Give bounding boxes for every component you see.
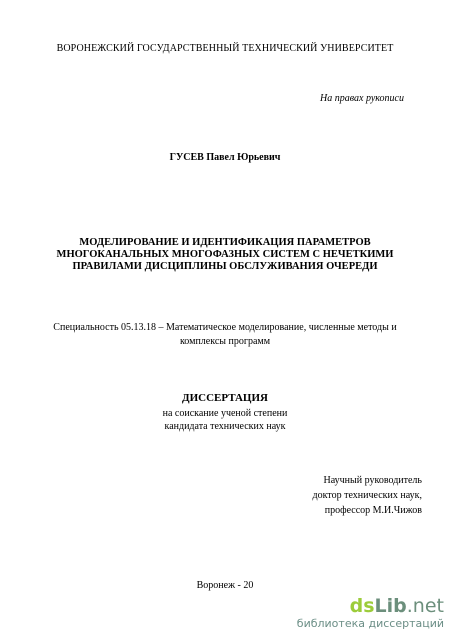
watermark-subtitle: библиотека диссертаций: [296, 617, 444, 630]
title-line: МНОГОКАНАЛЬНЫХ МНОГОФАЗНЫХ СИСТЕМ С НЕЧЕТКИМИ: [56, 249, 394, 260]
watermark-logo: [297, 596, 444, 617]
specialty-line: комплексы программ: [179, 336, 271, 347]
degree-line: кандидата технических наук: [164, 421, 286, 432]
supervisor-line: Научный руководитель: [323, 475, 422, 486]
university-name: ВОРОНЕЖСКИЙ ГОСУДАРСТВЕННЫЙ ТЕХНИЧЕСКИЙ УНИВЕРСИТЕТ: [56, 43, 394, 54]
dissertation-heading: ДИССЕРТАЦИЯ: [182, 392, 268, 404]
dissertation-title: [0, 237, 450, 273]
supervisor-line: профессор М.И.Чижов: [324, 505, 422, 516]
watermark-logo-net: .net: [406, 595, 444, 617]
title-line: МОДЕЛИРОВАНИЕ И ИДЕНТИФИКАЦИЯ ПАРАМЕТРОВ: [79, 237, 371, 248]
city-year: Воронеж - 20: [196, 580, 254, 591]
degree-line: на соискание ученой степени: [162, 408, 288, 419]
supervisor-line: доктор технических наук,: [312, 490, 422, 501]
rights-notice: На правах рукописи: [320, 93, 404, 104]
author-name: ГУСЕВ Павел Юрьевич: [169, 152, 281, 163]
title-line: ПРАВИЛАМИ ДИСЦИПЛИНЫ ОБСЛУЖИВАНИЯ ОЧЕРЕДИ: [72, 261, 378, 272]
watermark-logo-lib: Lib: [374, 595, 407, 617]
specialty-line: Специальность 05.13.18 – Математическое моделирование, численные методы и: [53, 322, 397, 333]
watermark: [297, 596, 444, 630]
supervisor-block: [313, 473, 422, 518]
watermark-logo-ds: ds: [349, 595, 375, 617]
